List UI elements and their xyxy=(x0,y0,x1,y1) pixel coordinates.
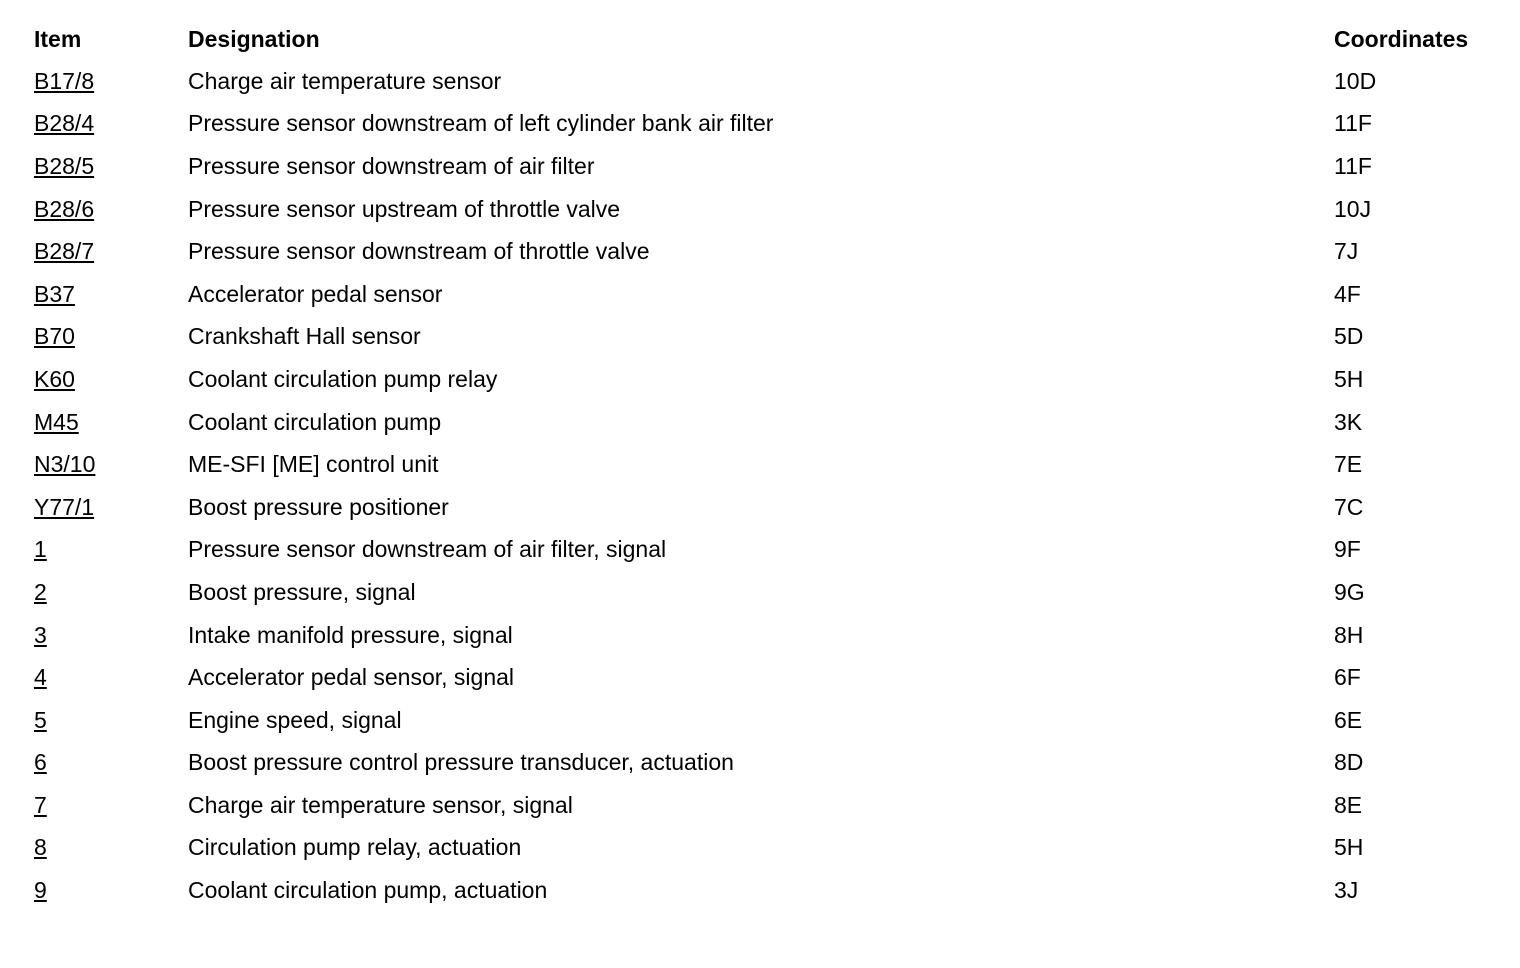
designation-cell: Engine speed, signal xyxy=(188,706,402,733)
coordinates-cell: 7C xyxy=(1334,493,1364,520)
item-cell xyxy=(34,443,188,486)
item-cell xyxy=(34,188,188,231)
designation-cell: Accelerator pedal sensor, signal xyxy=(188,664,515,691)
item-link[interactable]: 5 xyxy=(34,706,47,733)
table-row xyxy=(34,145,1494,188)
table-body xyxy=(34,60,1494,912)
item-cell xyxy=(34,869,188,912)
table-row xyxy=(34,656,1494,699)
item-link[interactable]: B70 xyxy=(34,323,75,350)
coordinates-cell: 4F xyxy=(1334,280,1361,307)
item-cell xyxy=(34,742,188,785)
item-cell xyxy=(34,827,188,870)
designation-cell: Coolant circulation pump xyxy=(188,408,442,435)
designation-cell: Pressure sensor downstream of left cylinder bank air filter xyxy=(188,110,774,137)
coordinates-cell: 5H xyxy=(1334,365,1364,392)
coordinates-cell: 8D xyxy=(1334,749,1364,776)
table-row xyxy=(34,273,1494,316)
header-designation: Designation xyxy=(188,25,320,52)
designation-cell: Circulation pump relay, actuation xyxy=(188,834,522,861)
item-cell xyxy=(34,614,188,657)
table-row xyxy=(34,742,1494,785)
table-row xyxy=(34,614,1494,657)
designation-cell: Charge air temperature sensor, signal xyxy=(188,791,573,818)
item-link[interactable]: 6 xyxy=(34,749,47,776)
designation-cell: Boost pressure control pressure transducer, actuation xyxy=(188,749,734,776)
coordinates-cell: 5D xyxy=(1334,323,1364,350)
coordinates-cell: 3K xyxy=(1334,408,1363,435)
table-row xyxy=(34,188,1494,231)
item-link[interactable]: M45 xyxy=(34,408,79,435)
designation-cell: Coolant circulation pump, actuation xyxy=(188,877,548,904)
item-cell xyxy=(34,358,188,401)
designation-cell: Pressure sensor downstream of throttle valve xyxy=(188,238,650,265)
header-item: Item xyxy=(34,25,82,52)
coordinates-cell: 8H xyxy=(1334,621,1364,648)
designation-cell: Coolant circulation pump relay xyxy=(188,365,498,392)
table-row xyxy=(34,103,1494,146)
item-cell xyxy=(34,60,188,103)
item-link[interactable]: B28/6 xyxy=(34,195,95,222)
item-cell xyxy=(34,401,188,444)
table-row xyxy=(34,316,1494,359)
table-row xyxy=(34,827,1494,870)
coordinates-cell: 10D xyxy=(1334,67,1377,94)
coordinates-cell: 8E xyxy=(1334,791,1363,818)
item-link[interactable]: 3 xyxy=(34,621,47,648)
coordinates-cell: 7J xyxy=(1334,238,1359,265)
designation-cell: Pressure sensor downstream of air filter xyxy=(188,152,595,179)
table-row xyxy=(34,443,1494,486)
designation-cell: Crankshaft Hall sensor xyxy=(188,323,421,350)
table-header-row xyxy=(34,18,1494,60)
designation-cell: Pressure sensor upstream of throttle valve xyxy=(188,195,621,222)
item-cell xyxy=(34,145,188,188)
designation-cell: ME-SFI [ME] control unit xyxy=(188,451,439,478)
table-row xyxy=(34,401,1494,444)
coordinates-cell: 6F xyxy=(1334,664,1361,691)
item-link[interactable]: B28/4 xyxy=(34,110,95,137)
item-link[interactable]: K60 xyxy=(34,365,75,392)
designation-cell: Boost pressure positioner xyxy=(188,493,449,520)
item-cell xyxy=(34,273,188,316)
item-link[interactable]: B28/7 xyxy=(34,238,95,265)
coordinates-cell: 10J xyxy=(1334,195,1372,222)
item-cell xyxy=(34,316,188,359)
designation-cell: Boost pressure, signal xyxy=(188,578,416,605)
item-cell xyxy=(34,656,188,699)
item-link[interactable]: 1 xyxy=(34,536,47,563)
item-cell xyxy=(34,230,188,273)
item-cell xyxy=(34,784,188,827)
item-link[interactable]: 9 xyxy=(34,877,47,904)
item-link[interactable]: B37 xyxy=(34,280,75,307)
component-legend-table xyxy=(34,18,1494,912)
item-link[interactable]: 8 xyxy=(34,834,47,861)
table-row xyxy=(34,486,1494,529)
item-link[interactable]: Y77/1 xyxy=(34,493,95,520)
table-row xyxy=(34,699,1494,742)
item-link[interactable]: 7 xyxy=(34,791,47,818)
table-row xyxy=(34,571,1494,614)
item-cell xyxy=(34,103,188,146)
coordinates-cell: 11F xyxy=(1334,110,1372,137)
item-cell xyxy=(34,486,188,529)
item-link[interactable]: 2 xyxy=(34,578,47,605)
designation-cell: Pressure sensor downstream of air filter, signal xyxy=(188,536,667,563)
coordinates-cell: 7E xyxy=(1334,451,1363,478)
designation-cell: Charge air temperature sensor xyxy=(188,67,502,94)
designation-cell: Accelerator pedal sensor xyxy=(188,280,443,307)
coordinates-cell: 11F xyxy=(1334,152,1372,179)
coordinates-cell: 5H xyxy=(1334,834,1364,861)
coordinates-cell: 3J xyxy=(1334,877,1359,904)
coordinates-cell: 6E xyxy=(1334,706,1363,733)
item-cell xyxy=(34,571,188,614)
coordinates-cell: 9F xyxy=(1334,536,1361,563)
table-row xyxy=(34,784,1494,827)
item-link[interactable]: 4 xyxy=(34,664,47,691)
item-cell xyxy=(34,529,188,572)
table-row xyxy=(34,358,1494,401)
item-link[interactable]: N3/10 xyxy=(34,451,96,478)
table-row xyxy=(34,230,1494,273)
table-row xyxy=(34,60,1494,103)
header-coordinates: Coordinates xyxy=(1334,25,1469,52)
coordinates-cell: 9G xyxy=(1334,578,1365,605)
item-link[interactable]: B28/5 xyxy=(34,152,95,179)
item-cell xyxy=(34,699,188,742)
item-link[interactable]: B17/8 xyxy=(34,67,95,94)
designation-cell: Intake manifold pressure, signal xyxy=(188,621,513,648)
table-row xyxy=(34,869,1494,912)
table-row xyxy=(34,529,1494,572)
